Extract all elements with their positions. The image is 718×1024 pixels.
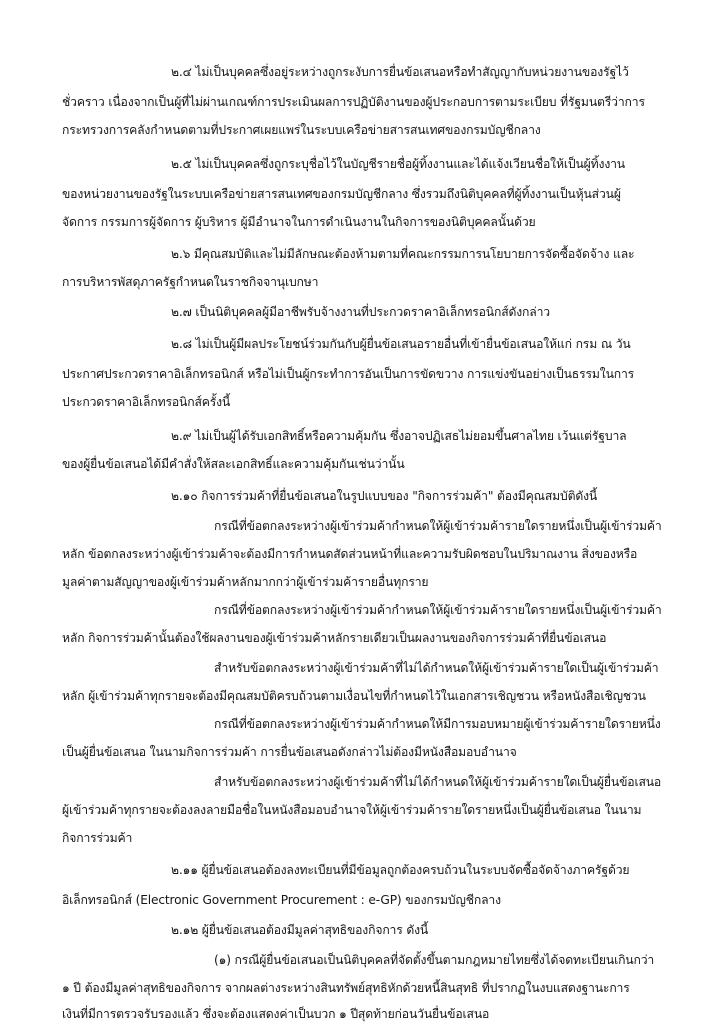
clause-2-10-para-4-line-1: กรณีที่ข้อตกลงระหว่างผู้เข้าร่วมค้ากำหนดให้มีการมอบหมายผู้เข้าร่วมค้ารายใดรายหนึ่ง [214, 717, 661, 731]
clause-2-6-line-1: ๒.๖ มีคุณสมบัติและไม่มีลักษณะต้องห้ามตามที่คณะกรรมการนโยบายการจัดซื้อจัดจ้าง และ [171, 247, 635, 261]
clause-2-10-para-4-line-2: เป็นผู้ยื่นข้อเสนอ ในนามกิจการร่วมค้า การยื่นข้อเสนอดังกล่าวไม่ต้องมีหนังสือมอบอำนาจ [62, 745, 517, 759]
clause-2-5-line-3: จัดการ กรรมการผู้จัดการ ผู้บริหาร ผู้มีอำนาจในการดำเนินงานในกิจการของนิติบุคคลนั้นด้วย [62, 215, 536, 229]
clause-2-11-line-2: อิเล็กทรอนิกส์ (Electronic Government Procurement : e-GP) ของกรมบัญชีกลาง [62, 893, 501, 907]
clause-2-10-para-3-line-1: สำหรับข้อตกลงระหว่างผู้เข้าร่วมค้าที่ไม่ได้กำหนดให้ผู้เข้าร่วมค้ารายใดเป็นผู้เข้าร่วมค้า [214, 661, 659, 675]
clause-2-9-line-1: ๒.๙ ไม่เป็นผู้ได้รับเอกสิทธิ์หรือความคุ้มกัน ซึ่งอาจปฏิเสธไม่ยอมขึ้นศาลไทย เว้นแต่รัฐบาล [171, 429, 627, 443]
clause-2-5-line-1: ๒.๕ ไม่เป็นบุคคลซึ่งถูกระบุชื่อไว้ในบัญชีรายชื่อผู้ทิ้งงานและได้แจ้งเวียนชื่อให้เป็นผู้ทิ้งงาน [171, 157, 625, 171]
clause-2-10-line-1: ๒.๑๐ กิจการร่วมค้าที่ยื่นข้อเสนอในรูปแบบของ "กิจการร่วมค้า" ต้องมีคุณสมบัติดังนี้ [171, 489, 598, 503]
clause-2-4-line-2: ชั่วคราว เนื่องจากเป็นผู้ที่ไม่ผ่านเกณฑ์การประเมินผลการปฏิบัติงานของผู้ประกอบการตามระเบียบ ที่รัฐมนตรีว่าการ [62, 95, 645, 109]
clause-2-10-para-1-line-1: กรณีที่ข้อตกลงระหว่างผู้เข้าร่วมค้ากำหนดให้ผู้เข้าร่วมค้ารายใดรายหนึ่งเป็นผู้เข้าร่วมค้า [214, 519, 662, 533]
clause-2-10-para-1-line-3: มูลค่าตามสัญญาของผู้เข้าร่วมค้าหลักมากกว่าผู้เข้าร่วมค้ารายอื่นทุกราย [62, 575, 429, 589]
clause-2-8-line-3: ประกวดราคาอิเล็กทรอนิกส์ครั้งนี้ [62, 395, 231, 409]
clause-2-10-para-3-line-2: หลัก ผู้เข้าร่วมค้าทุกรายจะต้องมีคุณสมบัติครบถ้วนตามเงื่อนไขที่กำหนดไว้ในเอกสารเชิญชวน หรือหนังสือเชิญชวน [62, 689, 646, 703]
clause-2-8-line-2: ประกาศประกวดราคาอิเล็กทรอนิกส์ หรือไม่เป็นผู้กระทำการอันเป็นการขัดขวาง การแข่งขันอย่างเป็นธรรมในการ [62, 367, 635, 381]
clause-2-4-line-1: ๒.๔ ไม่เป็นบุคคลซึ่งอยู่ระหว่างถูกระงับการยื่นข้อเสนอหรือทำสัญญากับหน่วยงานของรัฐไว้ [171, 65, 629, 79]
clause-2-10-para-2-line-1: กรณีที่ข้อตกลงระหว่างผู้เข้าร่วมค้ากำหนดให้ผู้เข้าร่วมค้ารายใดรายหนึ่งเป็นผู้เข้าร่วมค้า [214, 603, 662, 617]
clause-2-12-line-1: ๒.๑๒ ผู้ยื่นข้อเสนอต้องมีมูลค่าสุทธิของกิจการ ดังนี้ [171, 923, 429, 937]
clause-2-10-para-5-line-2: ผู้เข้าร่วมค้าทุกรายจะต้องลงลายมือชื่อในหนังสือมอบอำนาจให้ผู้เข้าร่วมค้ารายใดรายหนึ่งเป็นผู้ยื่นข้อเสนอ ในนาม [62, 803, 642, 817]
clause-2-12-item-1-line-2: ๑ ปี ต้องมีมูลค่าสุทธิของกิจการ จากผลต่างระหว่างสินทรัพย์สุทธิหักด้วยหนี้สินสุทธิ ที่ปรากฏในงบแสดงฐานะการ [62, 981, 630, 995]
clause-2-6-line-2: การบริหารพัสดุภาครัฐกำหนดในราชกิจจานุเบกษา [62, 275, 319, 289]
clause-2-4-line-3: กระทรวงการคลังกำหนดตามที่ประกาศเผยแพร่ในระบบเครือข่ายสารสนเทศของกรมบัญชีกลาง [62, 123, 541, 137]
clause-2-10-para-1-line-2: หลัก ข้อตกลงระหว่างผู้เข้าร่วมค้าจะต้องมีการกำหนดสัดส่วนหน้าที่และความรับผิดชอบในปริมาณงาน สิ่งของหรือ [62, 547, 638, 561]
clause-2-10-para-2-line-2: หลัก กิจการร่วมค้านั้นต้องใช้ผลงานของผู้เข้าร่วมค้าหลักรายเดียวเป็นผลงานของกิจการร่วมค้าที่ยื่นข้อเสนอ [62, 631, 607, 645]
clause-2-10-para-5-line-1: สำหรับข้อตกลงระหว่างผู้เข้าร่วมค้าที่ไม่ได้กำหนดให้ผู้เข้าร่วมค้ารายใดเป็นผู้ยื่นข้อเสนอ [214, 775, 662, 789]
clause-2-8-line-1: ๒.๘ ไม่เป็นผู้มีผลประโยชน์ร่วมกันกับผู้ยื่นข้อเสนอรายอื่นที่เข้ายื่นข้อเสนอให้แก่ กรม ณ วัน [171, 337, 631, 351]
clause-2-10-para-5-line-3: กิจการร่วมค้า [62, 831, 133, 845]
clause-2-11-line-1: ๒.๑๑ ผู้ยื่นข้อเสนอต้องลงทะเบียนที่มีข้อมูลถูกต้องครบถ้วนในระบบจัดซื้อจัดจ้างภาครัฐด้วย [171, 863, 630, 877]
clause-2-9-line-2: ของผู้ยื่นข้อเสนอได้มีคำสั่งให้สละเอกสิทธิ์และความคุ้มกันเช่นว่านั้น [62, 457, 405, 471]
clause-2-12-item-1-line-3: เงินที่มีการตรวจรับรองแล้ว ซึ่งจะต้องแสดงค่าเป็นบวก ๑ ปีสุดท้ายก่อนวันยื่นข้อเสนอ [62, 1007, 490, 1021]
clause-2-7-line-1: ๒.๗ เป็นนิติบุคคลผู้มีอาชีพรับจ้างงานที่ประกวดราคาอิเล็กทรอนิกส์ดังกล่าว [171, 305, 550, 319]
clause-2-5-line-2: ของหน่วยงานของรัฐในระบบเครือข่ายสารสนเทศของกรมบัญชีกลาง ซึ่งรวมถึงนิติบุคคลที่ผู้ทิ้งงานเป็นหุ้นส่วนผู้ [62, 187, 621, 201]
clause-2-12-item-1-line-1: (๑) กรณีผู้ยื่นข้อเสนอเป็นนิติบุคคลที่จัดตั้งขึ้นตามกฎหมายไทยซึ่งได้จดทะเบียนเกินกว่า [214, 953, 655, 967]
